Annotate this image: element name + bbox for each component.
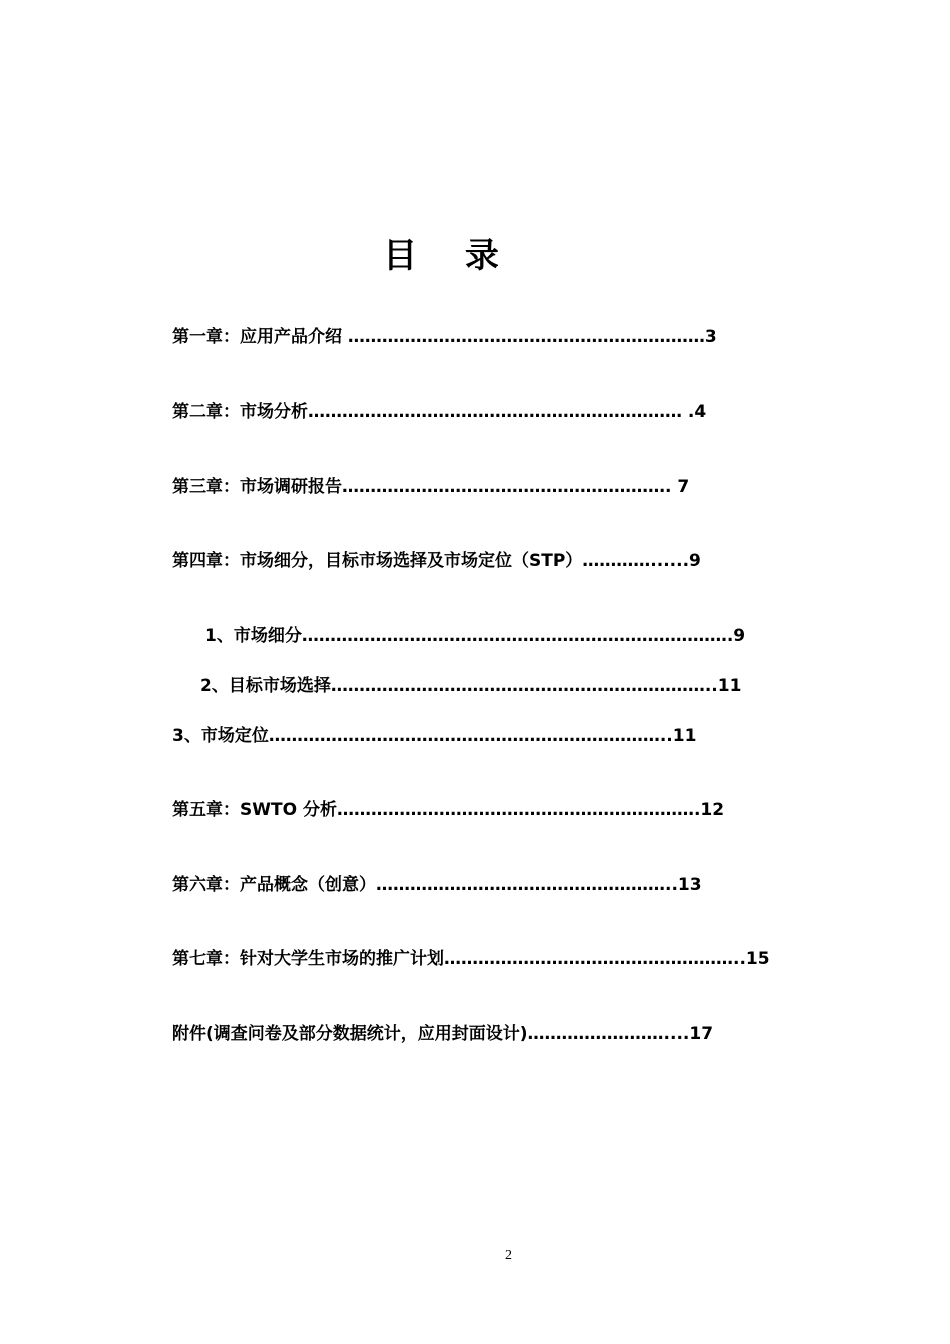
- toc-entry-chapter-2[interactable]: 第二章：市场分析………………………………………………………… .4: [172, 402, 707, 422]
- toc-entry-chapter-5[interactable]: 第五章：SWTO 分析……………………………………………………….12: [172, 800, 725, 820]
- toc-entry-chapter-6[interactable]: 第六章：产品概念（创意）……………………………………………..13: [172, 875, 702, 895]
- toc-entry-chapter-1[interactable]: 第一章：应用产品介绍 ………………………………………………………3: [172, 327, 717, 347]
- toc-entry-section-4-2[interactable]: 2、目标市场选择…………………………………………………………..11: [200, 676, 742, 696]
- page-number: 2: [505, 1248, 512, 1263]
- toc-entry-section-4-3[interactable]: 3、市场定位……………………………………………………………..11: [172, 726, 697, 746]
- toc-entry-chapter-3[interactable]: 第三章：市场调研报告…………………………………………………. 7: [172, 477, 690, 497]
- toc-entry-section-4-1[interactable]: 1、市场细分………………………………………………………………….9: [205, 626, 746, 646]
- toc-entry-chapter-7[interactable]: 第七章：针对大学生市场的推广计划……………………………………………..15: [172, 949, 770, 969]
- toc-entry-chapter-4[interactable]: 第四章：市场细分，目标市场选择及市场定位（STP）…………......9: [172, 551, 701, 571]
- toc-entry-appendix[interactable]: 附件(调查问卷及部分数据统计，应用封面设计)……………………....17: [172, 1024, 714, 1044]
- toc-title: 目 录: [383, 236, 517, 276]
